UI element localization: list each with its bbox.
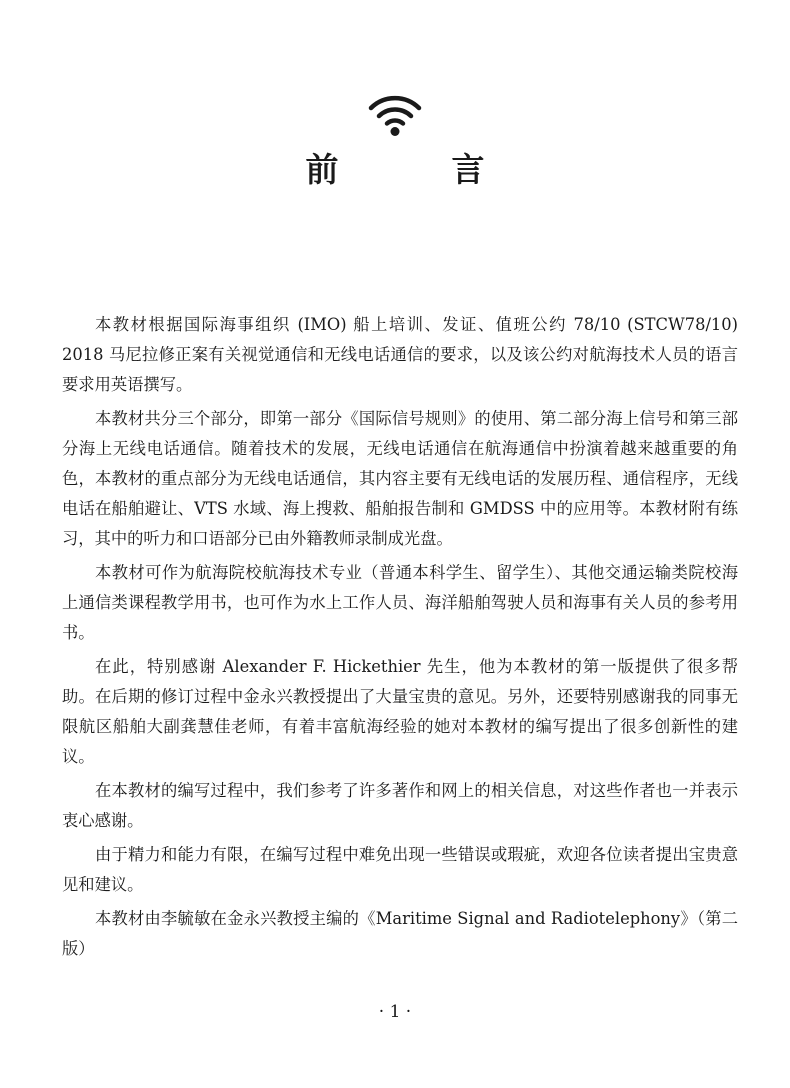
paragraph: 本教材根据国际海事组织 (IMO) 船上培训、发证、值班公约 78/10 (STCW78/10) 2018 马尼拉修正案有关视觉通信和无线电话通信的要求，以及该公约对航海技术人员的语言要求用英语撰写。 bbox=[62, 315, 738, 394]
paragraph: 在此，特别感谢 Alexander F. Hickethier 先生，他为本教材的第一版提供了很多帮助。在后期的修订过程中金永兴教授提出了大量宝贵的意见。另外，还要特别感谢我的同事无限航区船舶大副龚慧佳老师，有着丰富航海经验的她对本教材的编写提出了很多创新性的建议。 bbox=[62, 657, 738, 766]
page-title: 前 言 bbox=[305, 150, 525, 189]
wifi-icon bbox=[366, 92, 424, 138]
preface-body bbox=[62, 310, 738, 968]
paragraph: 本教材由李毓敏在金永兴教授主编的《Maritime Signal and Radiotelephony》（第二版） bbox=[62, 909, 738, 958]
page-number: · 1 · bbox=[378, 1002, 412, 1022]
paragraph: 由于精力和能力有限，在编写过程中难免出现一些错误或瑕疵，欢迎各位读者提出宝贵意见和建议。 bbox=[62, 845, 738, 894]
paragraph: 本教材共分三个部分，即第一部分《国际信号规则》的使用、第二部分海上信号和第三部分海上无线电话通信。随着技术的发展，无线电话通信在航海通信中扮演着越来越重要的角色，本教材的重点部分为无线电话通信，其内容主要有无线电话的发展历程、通信程序，无线电话在船舶避让、VTS 水域、海上搜救、船舶报告制和 GMDSS 中的应用等。本教材附有练习，其中的听力和口语部分已由外籍教师录制成光盘。 bbox=[62, 409, 738, 548]
paragraph: 在本教材的编写过程中，我们参考了许多著作和网上的相关信息，对这些作者也一并表示衷心感谢。 bbox=[62, 781, 738, 830]
paragraph: 本教材可作为航海院校航海技术专业（普通本科学生、留学生）、其他交通运输类院校海上通信类课程教学用书，也可作为水上工作人员、海洋船舶驾驶人员和海事有关人员的参考用书。 bbox=[62, 563, 738, 642]
